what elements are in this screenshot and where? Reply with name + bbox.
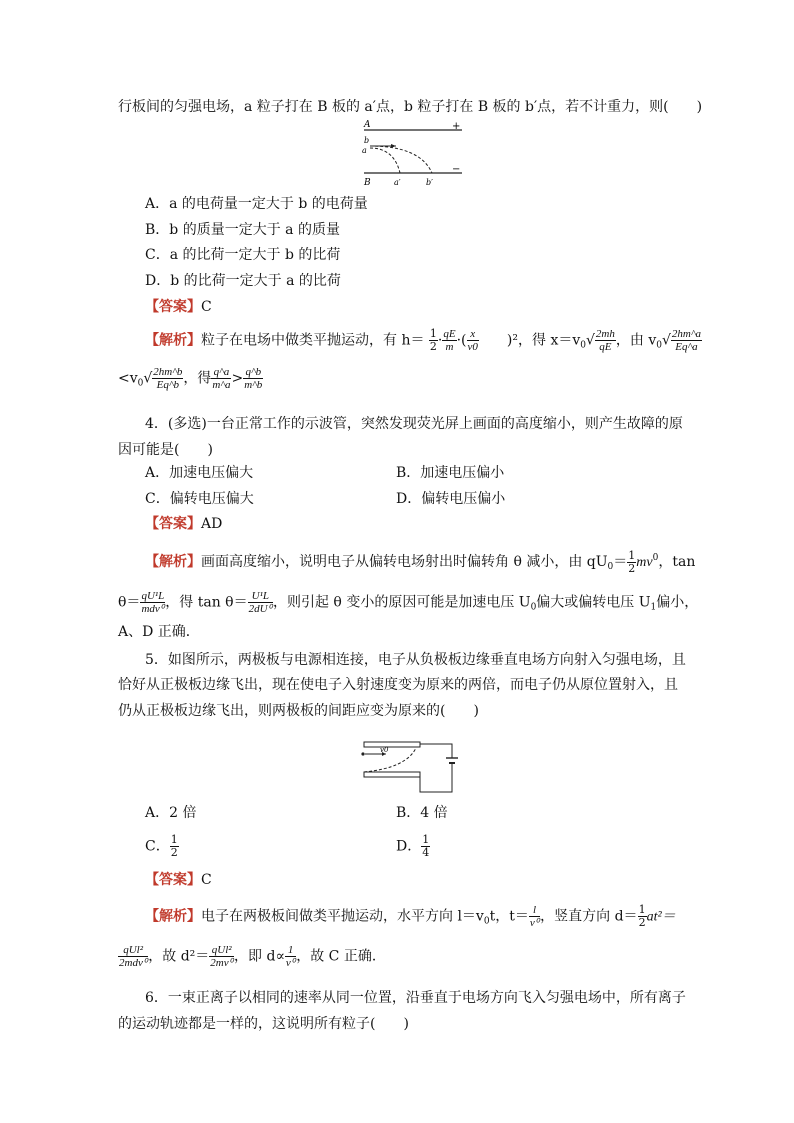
q4-analysis-line1: 【解析】画面高度缩小，说明电子从偏转电场射出时偏转角 θ 减小，由 $qU_0=$ $\frac{1}{2}$ $mv^0$，tan — [145, 548, 696, 575]
wire-bottom — [420, 764, 452, 792]
q4-stem-line1: 4．(多选)一台正常工作的示波管，突然发现荧光屏上画面的高度缩小，则产生故障的原 — [145, 416, 683, 432]
q5-analysis-line1: 【解析】电子在两极板间做类平抛运动，水平方向 $l=v_0t$，t＝ $\frac{l}{\text{v⁰}}$ ，竖直方向 d＝ $\frac{1}{2}$ at²＝ — [145, 903, 676, 929]
wire-top — [420, 744, 452, 758]
q5-capacitor-figure — [356, 728, 466, 798]
q5-stem-line3: 仍从正极板边缘飞出，则两极板的间距应变为原来的( ) — [118, 703, 479, 719]
q3-option-a[interactable]: A．a 的电荷量一定大于 b 的电荷量 — [145, 196, 368, 212]
label-a: a — [362, 146, 367, 155]
q3-answer — [145, 297, 212, 317]
q5-option-a[interactable]: A．2 倍 — [145, 805, 197, 821]
q4-option-a[interactable]: A．加速电压偏大 — [145, 465, 254, 481]
q4-answer: 【答案】AD — [145, 516, 223, 532]
q5-answer: 【答案】C — [145, 872, 212, 888]
label-minus: − — [452, 164, 461, 175]
q5-stem-line2: 恰好从正极板边缘飞出，现在使电子入射速度变为原来的两倍，而电子仍从原位置射入，且 — [118, 677, 678, 693]
trajectory-a — [370, 148, 400, 173]
q6-stem-line1: 6．一束正离子以相同的速率从同一位置，沿垂直于电场方向飞入匀强电场中，所有离子 — [145, 990, 686, 1006]
label-a-prime: a′ — [394, 178, 401, 187]
q3-option-d[interactable]: D．b 的比荷一定大于 a 的比荷 — [145, 273, 341, 289]
label-A: A — [364, 120, 371, 130]
q5-option-c[interactable]: C． $\frac{1}{2}$ — [145, 833, 178, 859]
q3-option-c[interactable]: C．a 的比荷一定大于 b 的比荷 — [145, 247, 341, 263]
q4-option-c[interactable]: C．偏转电压偏大 — [145, 491, 254, 507]
label-v0: v0 — [380, 746, 389, 754]
q3-analysis-line2: $<v_0√$ $\frac{2hm\^{}b}{Eq\^{}b}$ ，得 $\frac{q\^{}a}{m\^{}a}$ > $\frac{q\^{}b}{m\^{}b}$ — [118, 366, 263, 391]
label-B: B — [364, 178, 371, 188]
positive-plate — [364, 742, 420, 747]
q5-option-d[interactable]: D． $\frac{1}{4}$ — [396, 833, 430, 859]
q3-deflection-figure — [356, 118, 466, 190]
q3-stem-line: 行板间的匀强电场，a 粒子打在 B 板的 a′点，b 粒子打在 B 板的 b′点，若不计重力，则( ) — [118, 99, 703, 115]
negative-plate — [364, 772, 420, 777]
trajectory-b — [370, 146, 432, 173]
trajectory — [364, 748, 416, 772]
q4-stem-line2: 因可能是( ) — [118, 442, 213, 458]
analysis-tag: 【解析】 — [145, 332, 201, 349]
q5-option-b[interactable]: B．4 倍 — [396, 805, 448, 821]
q3-option-b[interactable]: B．b 的质量一定大于 a 的质量 — [145, 222, 340, 238]
q4-option-b[interactable]: B．加速电压偏小 — [396, 465, 505, 481]
q5-stem-line1: 5．如图所示，两极板与电源相连接，电子从负极板边缘垂直电场方向射入匀强电场，且 — [145, 652, 686, 668]
answer-value: C — [201, 299, 212, 315]
q5-analysis-line2: $\frac{\text{qUl²}}{\text{2mdv⁰}}$ ，故 d²＝ $\frac{\text{qUl²}}{\text{2mv⁰}}$ ，即 d∝ $\frac{1}{\text{v⁰}}$ ，故 C 正确． — [119, 944, 386, 969]
q4-analysis-line2: θ＝ $\frac{\text{qU¹L}}{\text{mdv⁰}}$ ，得 tan θ＝ $\frac{\text{U¹L}}{\text{2dU⁰}}$ ，则引起 θ 变小的原因可能是加速电压 $U_0$偏大或偏转电压 $U_1$偏小， — [118, 590, 699, 615]
q4-analysis-line3: A、D 正确． — [118, 624, 200, 640]
label-plus: + — [452, 121, 461, 132]
label-b-prime: b′ — [426, 178, 433, 187]
q3-analysis-line1: 【解析】粒子在电场中做类平抛运动，有 h＝ $\frac{1}{2}$ · $\frac{qE}{m}$ ·( $\frac{x}{v0}$ )²，得 $x=v_0√$ $\frac{2mh}{qE}$ ，由 $v_0√$ $\frac{2hm\^{}a}{Eq\^{}a}$ — [145, 327, 701, 353]
q6-stem-line2: 的运动轨迹都是一样的，这说明所有粒子( ) — [118, 1016, 409, 1032]
label-b: b — [364, 136, 370, 145]
q4-option-d[interactable]: D．偏转电压偏小 — [396, 491, 506, 507]
electron — [361, 752, 364, 755]
answer-tag: 【答案】 — [145, 299, 201, 315]
